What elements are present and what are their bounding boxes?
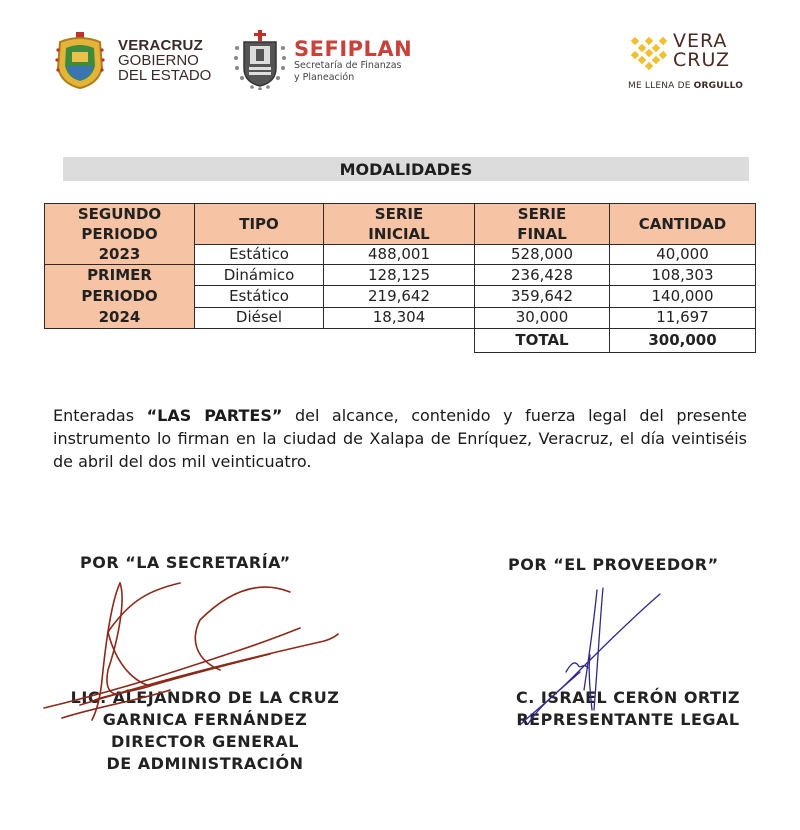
header-serie-inicial-line1: SERIE — [374, 205, 424, 223]
cell-serie-final: 236,428 — [475, 265, 610, 286]
cell-serie-inicial: 128,125 — [324, 265, 475, 286]
veracruz-gobierno-wordmark — [118, 38, 211, 83]
proveedor-signature-heading: POR “EL PROVEEDOR” — [508, 555, 719, 574]
vera-label: VERA — [673, 30, 728, 52]
cell-serie-final: 30,000 — [475, 307, 610, 328]
secretaria-signer-title-1: DIRECTOR GENERAL — [111, 732, 299, 751]
closing-paragraph — [53, 404, 747, 473]
period-2023-year: 2023 — [98, 245, 141, 263]
header-tipo: TIPO — [195, 204, 324, 245]
header-period-2023 — [45, 204, 195, 265]
secretaria-signer-title-2: DE ADMINISTRACIÓN — [106, 754, 304, 773]
sefiplan-shield-logo — [230, 30, 290, 90]
table-row — [45, 265, 756, 286]
paragraph-las-partes: “LAS PARTES” — [146, 406, 283, 425]
paragraph-rest: del alcance, contenido y fuerza legal del presente instrumento lo firman en la ciudad de Xalapa de Enríquez, Veracruz, el día veintiséis de abril del dos mil veinticuatro. — [53, 406, 748, 471]
header-serie-inicial — [324, 204, 475, 245]
cell-tipo: Dinámico — [195, 265, 324, 286]
header-serie-final-line2: FINAL — [517, 225, 567, 243]
brand-tagline — [628, 81, 743, 91]
veracruz-coat-of-arms-logo — [54, 32, 106, 90]
proveedor-signer-name: C. ISRAEL CERÓN ORTIZ — [516, 688, 740, 707]
cruz-label: CRUZ — [673, 49, 731, 71]
cell-cantidad: 108,303 — [610, 265, 756, 286]
cell-tipo: Estático — [195, 245, 324, 265]
modalidades-table — [44, 203, 756, 353]
period-2023-line2: PERIODO — [81, 225, 158, 243]
cell-serie-final: 528,000 — [475, 245, 610, 265]
period-2024-line1: PRIMER — [87, 266, 152, 284]
section-title-bar — [63, 157, 749, 181]
veracruz-label: VERACRUZ — [118, 37, 203, 54]
cell-cantidad: 140,000 — [610, 286, 756, 307]
cell-tipo: Estático — [195, 286, 324, 307]
cell-serie-final: 359,642 — [475, 286, 610, 307]
section-title: MODALIDADES — [339, 160, 473, 179]
table-header-row — [45, 204, 756, 245]
sefiplan-subtitle-1: Secretaría de Finanzas — [294, 60, 402, 71]
total-spacer — [45, 329, 475, 353]
cell-cantidad: 40,000 — [610, 245, 756, 265]
sefiplan-wordmark — [294, 38, 412, 84]
veracruz-brand-pattern-icon — [630, 36, 668, 70]
secretaria-signature-heading: POR “LA SECRETARÍA” — [80, 553, 291, 572]
sefiplan-subtitle-2: y Planeación — [294, 72, 355, 83]
period-2024-line3: 2024 — [98, 308, 141, 326]
period-2024-cell — [45, 265, 195, 329]
header-serie-final-line1: SERIE — [517, 205, 567, 223]
total-label: TOTAL — [475, 329, 610, 353]
cell-serie-inicial: 488,001 — [324, 245, 475, 265]
paragraph-start: Enteradas — [53, 406, 147, 425]
header-cantidad: CANTIDAD — [610, 204, 756, 245]
cell-tipo: Diésel — [195, 307, 324, 328]
header-serie-final — [475, 204, 610, 245]
secretaria-signer-block — [40, 687, 370, 775]
proveedor-signer-block — [478, 687, 778, 731]
period-2023-line1: SEGUNDO — [77, 205, 162, 223]
cell-serie-inicial: 219,642 — [324, 286, 475, 307]
cell-cantidad: 11,697 — [610, 307, 756, 328]
tagline-bold: ORGULLO — [693, 81, 744, 91]
header-serie-inicial-line2: INICIAL — [368, 225, 430, 243]
secretaria-signer-name-1: LIC. ALEJANDRO DE LA CRUZ — [70, 688, 340, 707]
del-estado-label: DEL ESTADO — [118, 67, 212, 84]
total-row — [45, 329, 756, 353]
total-value: 300,000 — [610, 329, 756, 353]
cell-serie-inicial: 18,304 — [324, 307, 475, 328]
secretaria-signer-name-2: GARNICA FERNÁNDEZ — [102, 710, 308, 729]
sefiplan-title: SEFIPLAN — [294, 37, 413, 61]
period-2024-line2: PERIODO — [81, 287, 158, 305]
gobierno-label: GOBIERNO — [118, 52, 199, 69]
tagline-prefix: ME LLENA DE — [628, 81, 691, 91]
proveedor-signer-title: REPRESENTANTE LEGAL — [516, 710, 740, 729]
veracruz-brand-wordmark — [673, 32, 730, 70]
